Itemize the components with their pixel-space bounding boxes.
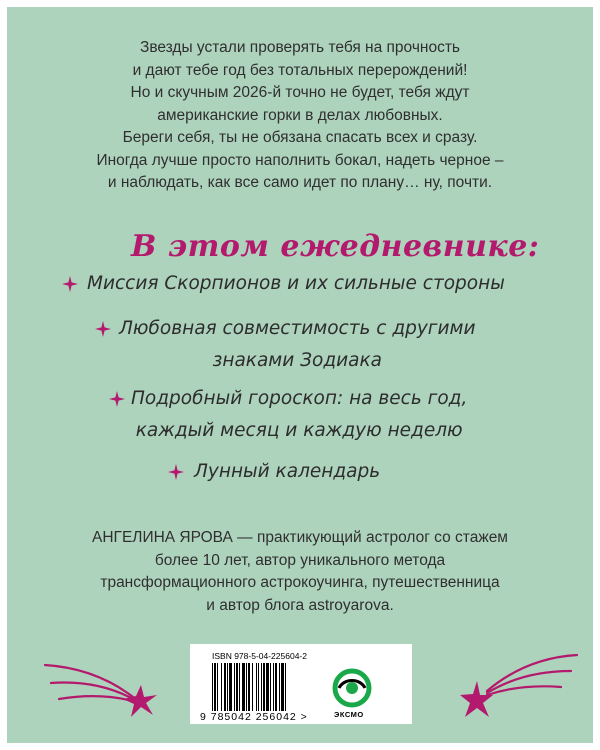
four-point-star-icon	[62, 276, 78, 292]
barcode-bar	[261, 663, 262, 711]
four-point-star-icon	[168, 464, 184, 480]
intro-line: и дают тебе год без тотальных перерождений!	[132, 61, 468, 79]
feature-line: каждый месяц и каждую неделю	[135, 420, 463, 441]
barcode-bar	[229, 663, 232, 711]
barcode-bar	[270, 663, 271, 711]
barcode-bar	[285, 663, 286, 711]
barcode-bar	[234, 663, 235, 711]
barcode-bar	[256, 663, 257, 711]
intro-line: Иногда лучше просто наполнить бокал, надеть черное –	[96, 151, 504, 169]
feature-item	[194, 456, 380, 488]
barcode-bar	[221, 663, 222, 711]
isbn-text: ISBN 978-5-04-225604-2	[212, 651, 307, 661]
shooting-star-icon	[37, 637, 167, 737]
feature-item	[87, 268, 505, 300]
intro-text	[7, 37, 593, 195]
feature-line: знаками Зодиака	[212, 350, 382, 371]
barcode-bar	[246, 663, 247, 711]
barcode-panel	[190, 644, 412, 724]
barcode-bar	[281, 663, 284, 711]
barcode-bar	[214, 663, 216, 711]
feature-line: Любовная совместимость с другими	[119, 318, 476, 339]
intro-line: Но и скучным 2026-й точно не будет, тебя ждут	[130, 84, 470, 101]
author-line: более 10 лет, автор уникального метода	[154, 551, 446, 569]
barcode-bar	[252, 663, 253, 711]
barcode-bar	[242, 663, 245, 711]
barcode-bar	[266, 663, 269, 711]
barcode-bar	[273, 663, 274, 711]
eksmo-logo-icon	[332, 668, 372, 708]
intro-line: Береги себя, ты не обязана спасать всех и сразу.	[122, 129, 478, 146]
author-line: трансформационного астрокоучинга, путешественница	[100, 574, 500, 591]
intro-line: американские горки в делах любовных.	[157, 106, 443, 124]
barcode-bar	[217, 663, 218, 711]
features-heading: В этом ежедневнике:	[131, 229, 540, 264]
feature-item	[131, 383, 467, 447]
feature-item	[119, 313, 476, 377]
intro-line: Звезды устали проверять тебя на прочность	[139, 39, 461, 56]
intro-line: и наблюдать, как все само идет по плану… ну, почти.	[107, 174, 493, 191]
barcode-bar	[227, 663, 228, 711]
feature-line: Лунный календарь	[194, 461, 381, 482]
ean-digits: 9 785042 256042 >	[200, 711, 308, 723]
barcode-bar	[279, 663, 280, 711]
barcode-bar	[224, 663, 226, 711]
feature-line: Миссия Скорпионов и их сильные стороны	[87, 273, 505, 294]
barcode-bar	[236, 663, 238, 711]
barcode-icon	[212, 663, 312, 711]
barcode-bar	[275, 663, 277, 711]
publisher-name: ЭКСМО	[334, 710, 364, 719]
back-cover	[7, 7, 593, 743]
barcode-bar	[239, 663, 240, 711]
author-line: и автор блога astroyarova.	[206, 596, 394, 614]
barcode-bar	[248, 663, 250, 711]
author-line: АНГЕЛИНА ЯРОВА — практикующий астролог со стажем	[92, 529, 508, 546]
barcode-bar	[263, 663, 265, 711]
four-point-star-icon	[109, 391, 125, 407]
shooting-star-icon	[433, 645, 583, 743]
barcode-bar	[212, 663, 213, 711]
barcode-bar	[258, 663, 259, 711]
feature-line: Подробный гороскоп: на весь год,	[131, 388, 468, 409]
four-point-star-icon	[95, 321, 111, 337]
author-bio	[7, 527, 593, 617]
